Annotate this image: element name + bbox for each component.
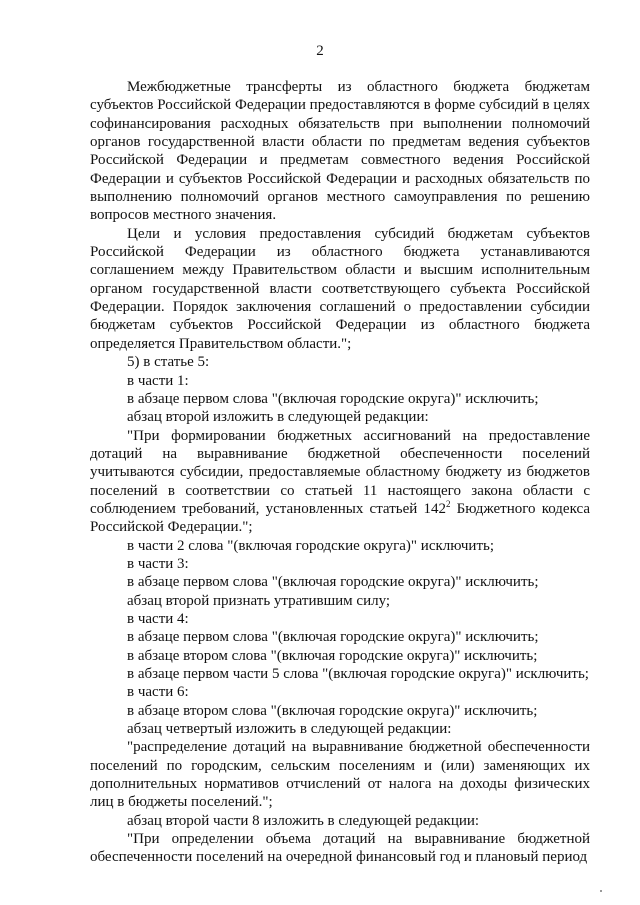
paragraph-part-3-first-abzac: в абзаце первом слова "(включая городские округа)" исключить; [127, 574, 539, 591]
paragraph-part-5: в абзаце первом части 5 слова "(включая городские округа)" исключить; [127, 666, 589, 682]
paragraph-part-8: абзац второй части 8 изложить в следующей редакции: [127, 812, 480, 829]
paragraph-interbudget-transfers: Межбюджетные трансферты из областного бюджета бюджетам субъектов Российской Федерации предоставляются в форме субсидий в целях софинансирования расходных обязательств при выполнении полномочий органов государственной власти области по предметам ведения субъектов Российской Федерации и предметам совместного ведения Российской Федерации и субъектов Российской Федерации и расходных обязательств по выполнению полномочий органов местного самоуправления по решению вопросов местного значения. [90, 79, 590, 224]
paragraph-part-1-second-abzac: абзац второй изложить в следующей редакции: [127, 409, 429, 426]
paragraph-part-1: в части 1: [127, 372, 189, 389]
document-body [90, 78, 590, 867]
paragraph-part-3-second-abzac: абзац второй признать утратившим силу; [127, 592, 391, 609]
paragraph-dotation-volume-quote: "При определении объема дотаций на выравнивание бюджетной обеспеченности поселений на очередной финансовый год и плановый период [90, 831, 590, 866]
scan-speck [600, 890, 602, 892]
paragraph-part-4-first-abzac: в абзаце первом слова "(включая городские округа)" исключить; [127, 629, 539, 646]
paragraph-part-2: в части 2 слова "(включая городские округа)" исключить; [127, 537, 495, 554]
paragraph-subsidy-conditions: Цели и условия предоставления субсидий бюджетам субъектов Российской Федерации из областного бюджета устанавливаются соглашением между Правительством области и высшим исполнительным органом государственной власти соответствующего субъекта Российской Федерации. Порядок заключения соглашений о предоставлении субсидии бюджетам субъектов Российской Федерации из областного бюджета определяется Правительством области."; [90, 225, 590, 352]
paragraph-article-5: 5) в статье 5: [127, 354, 210, 371]
paragraph-part-1-first-abzac: в абзаце первом слова "(включая городские округа)" исключить; [127, 390, 539, 407]
paragraph-part-6-fourth-abzac: абзац четвертый изложить в следующей редакции: [127, 721, 452, 738]
page-number: 2 [316, 43, 324, 59]
paragraph-part-3: в части 3: [127, 555, 189, 572]
paragraph-part-6-second-abzac: в абзаце втором слова "(включая городские округа)" исключить; [127, 702, 538, 719]
quote-text-end: Бюджетного кодекса Российской Федерации."; [90, 500, 591, 536]
quote-text-start: "При формировании бюджетных ассигнований на предоставление дотаций на выравнивание бюджетной обеспеченности поселений учитываются субсидии, предоставляемые областному бюджету из бюджетов поселений в соответствии со статьей 11 настоящего закона области с соблюдением требований, установленных статьей 142 [90, 427, 590, 517]
article-superscript: 2 [445, 498, 451, 509]
paragraph-part-4-second-abzac: в абзаце втором слова "(включая городские округа)" исключить; [127, 647, 538, 664]
paragraph-dotation-distribution-quote: "распределение дотаций на выравнивание бюджетной обеспеченности поселений по городским, сельским поселениям и (или) заменяющих их дополнительных нормативов отчислений от налога на доходы физических лиц в бюджеты поселений."; [90, 739, 590, 811]
paragraph-part-4: в части 4: [127, 610, 189, 627]
paragraph-part-6: в части 6: [127, 684, 189, 701]
paragraph-budget-allocations-quote [90, 427, 590, 537]
